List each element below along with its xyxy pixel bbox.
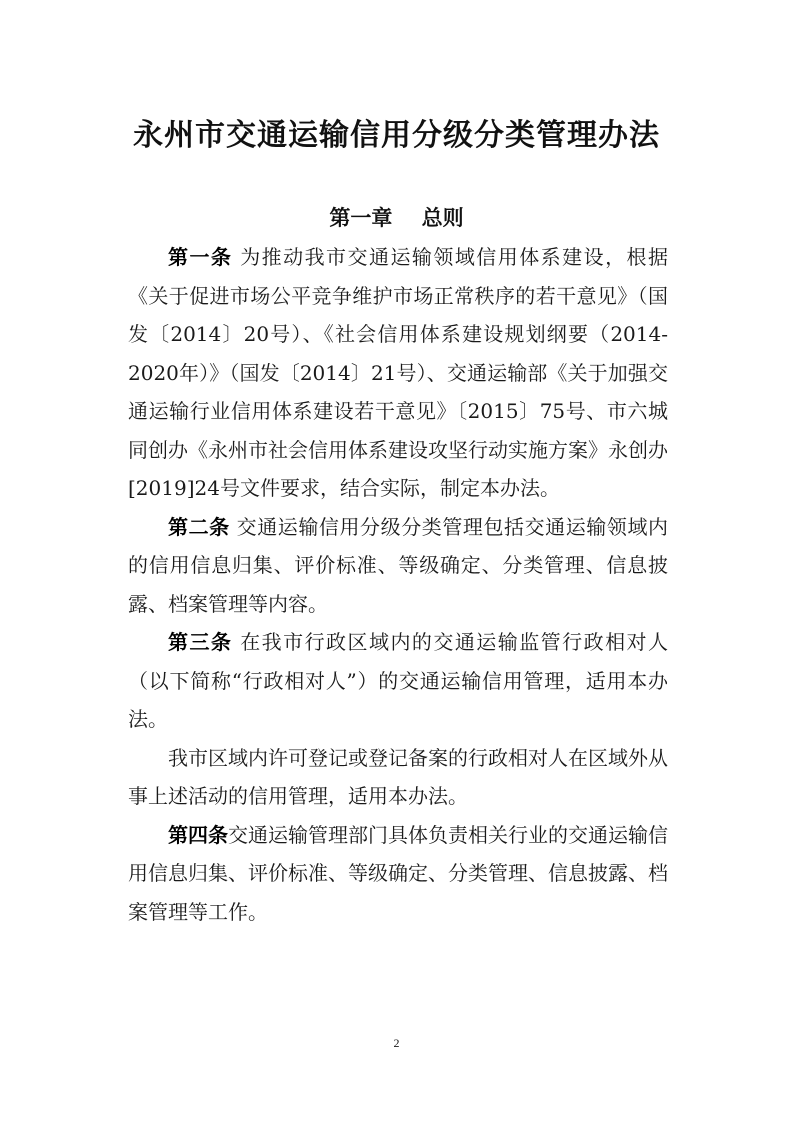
article-2 <box>128 508 668 624</box>
document-body <box>128 238 668 931</box>
article-label: 第三条 <box>168 630 233 654</box>
article-4 <box>128 816 668 932</box>
article-text: 交通运输信用分级分类管理包括交通运输领域内的信用信息归集、评价标准、等级确定、分类管理、信息披露、档案管理等内容。 <box>128 514 669 616</box>
article-text: 我市区域内许可登记或登记备案的行政相对人在区域外从事上述活动的信用管理，适用本办法。 <box>128 745 668 808</box>
article-text: 为推动我市交通运输领域信用体系建设，根据《关于促进市场公平竞争维护市场正常秩序的若干意见》（国发〔2014〕20号）、《社会信用体系建设规划纲要（2014-2020年）》（国发〔2014〕21号）、交通运输部《关于加强交通运输行业信用体系建设若干意见》〔2015〕75号、市六城同创办《永州市社会信用体系建设攻坚行动实施方案》永创办[2019]24号文件要求，结合实际，制定本办法。 <box>128 245 669 500</box>
chapter-heading: 第一章 总则 <box>329 205 464 230</box>
article-text: 交通运输管理部门具体负责相关行业的交通运输信用信息归集、评价标准、等级确定、分类管理、信息披露、档案管理等工作。 <box>128 822 668 924</box>
article-label: 第二条 <box>168 514 230 539</box>
article-3-clause <box>128 739 668 816</box>
article-label: 第一条 <box>168 245 233 269</box>
page-number: 2 <box>393 1036 400 1050</box>
article-text: 在我市行政区域内的交通运输监管行政相对人（以下简称“行政相对人”）的交通运输信用管理，适用本办法。 <box>128 630 669 731</box>
document-title: 永州市交通运输信用分级分类管理办法 <box>133 118 660 153</box>
article-label: 第四条 <box>168 822 228 847</box>
article-3 <box>128 623 668 739</box>
article-1 <box>128 238 668 508</box>
